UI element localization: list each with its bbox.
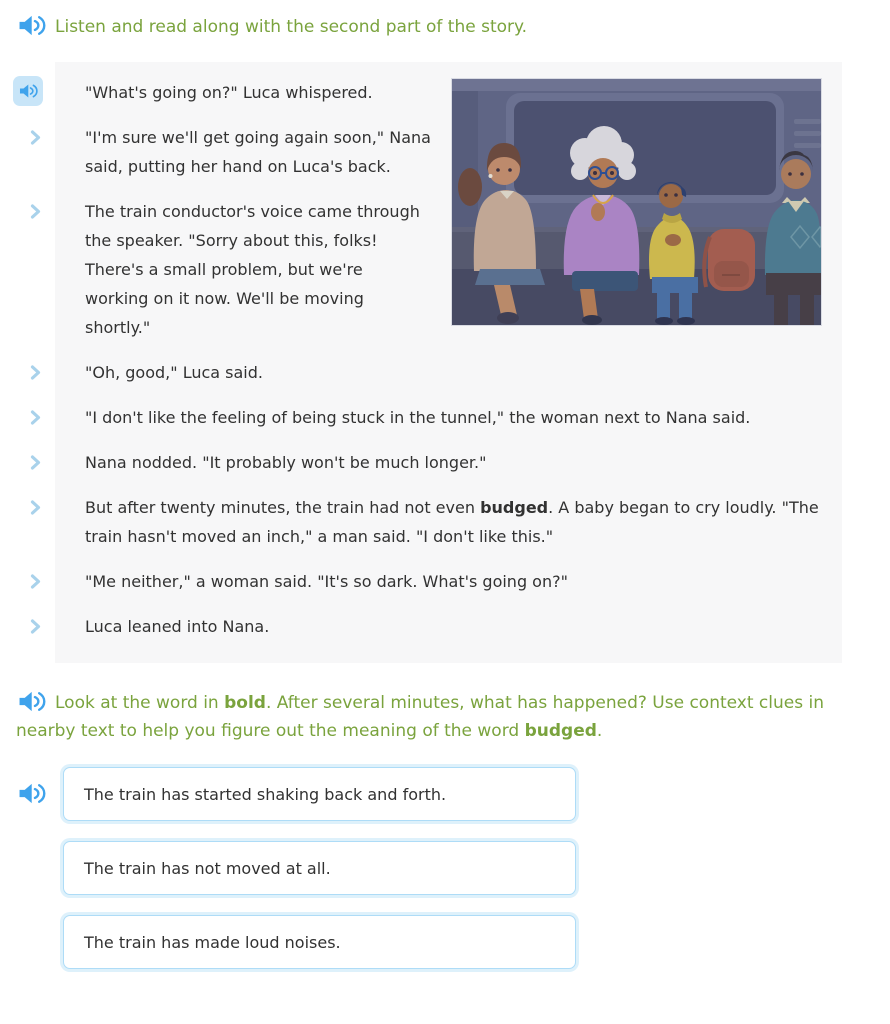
story-paragraph-text: The train conductor's voice came through the speaker. "Sorry about this, folks! There's a small problem, but we're working on it now. We'll be moving shortly." [85,202,420,337]
story-paragraph-text: "Me neither," a woman said. "It's so dark. What's going on?" [85,572,568,591]
speaker-icon [19,83,38,99]
story-paragraph-text: "I don't like the feeling of being stuck in the tunnel," the woman next to Nana said. [85,408,751,427]
chevron-right-icon [30,455,41,470]
chevron-right-icon [30,410,41,425]
story-paragraph-2 [85,123,822,181]
answer-choices [63,767,874,969]
story-paragraph-text: . A baby began to cry loudly. "The train hasn't moved an inch," a man said. "I don't like this." [85,498,819,546]
answer-choice-text: The train has made loud noises. [84,932,341,952]
speaker-icon [18,690,46,713]
story-paragraph-5 [85,403,822,432]
question-bold-word: budged [524,721,597,741]
audio-button[interactable] [18,690,46,713]
speaker-icon [18,782,46,805]
story-paragraph-6 [85,448,822,477]
answer-choice-3[interactable] [63,915,576,969]
question-bold-word: bold [224,693,266,713]
question-text: . [596,721,603,741]
listen-instruction-text: Listen and read along with the second part of the story. [55,17,528,37]
answer-choice-text: The train has started shaking back and forth. [84,784,447,804]
question-instruction [16,689,861,745]
speaker-icon [18,14,46,37]
story-paragraph-text: Luca leaned into Nana. [85,617,270,636]
story-paragraph-text: "Oh, good," Luca said. [85,363,263,382]
chevron-right-icon [30,204,41,219]
audio-button[interactable] [18,14,46,37]
answer-choice-2[interactable] [63,841,576,895]
question-text: Look at the word in [55,693,225,713]
story-paragraph-text: Nana nodded. "It probably won't be much longer." [85,453,487,472]
chevron-right-icon [30,365,41,380]
answer-choice-text: The train has not moved at all. [84,858,331,878]
story-paragraph-text: "I'm sure we'll get going again soon," Nana said, putting her hand on Luca's back. [85,128,431,176]
listen-instruction [16,13,861,41]
story-paragraph-7 [85,493,822,551]
story-paragraph-text: But after twenty minutes, the train had not even [85,498,481,517]
story-paragraph-9 [85,612,822,641]
audio-button[interactable] [18,782,46,805]
vocabulary-word-budged: budged [480,498,549,517]
story-paragraph-4 [85,358,822,387]
chevron-right-icon [30,574,41,589]
story-paragraph-8 [85,567,822,596]
answer-choice-1[interactable] [63,767,576,821]
paragraph-audio-button[interactable] [13,76,43,106]
story-paragraph-1 [85,78,822,107]
chevron-right-icon [30,130,41,145]
story-paragraph-3 [85,197,822,342]
story-panel [55,62,842,663]
chevron-right-icon [30,500,41,515]
story-paragraph-text: "What's going on?" Luca whispered. [85,83,373,102]
question-text: . After several minutes, what has happened? Use context clues in nearby text to help you figure out the meaning of the word [16,693,824,741]
chevron-right-icon [30,619,41,634]
